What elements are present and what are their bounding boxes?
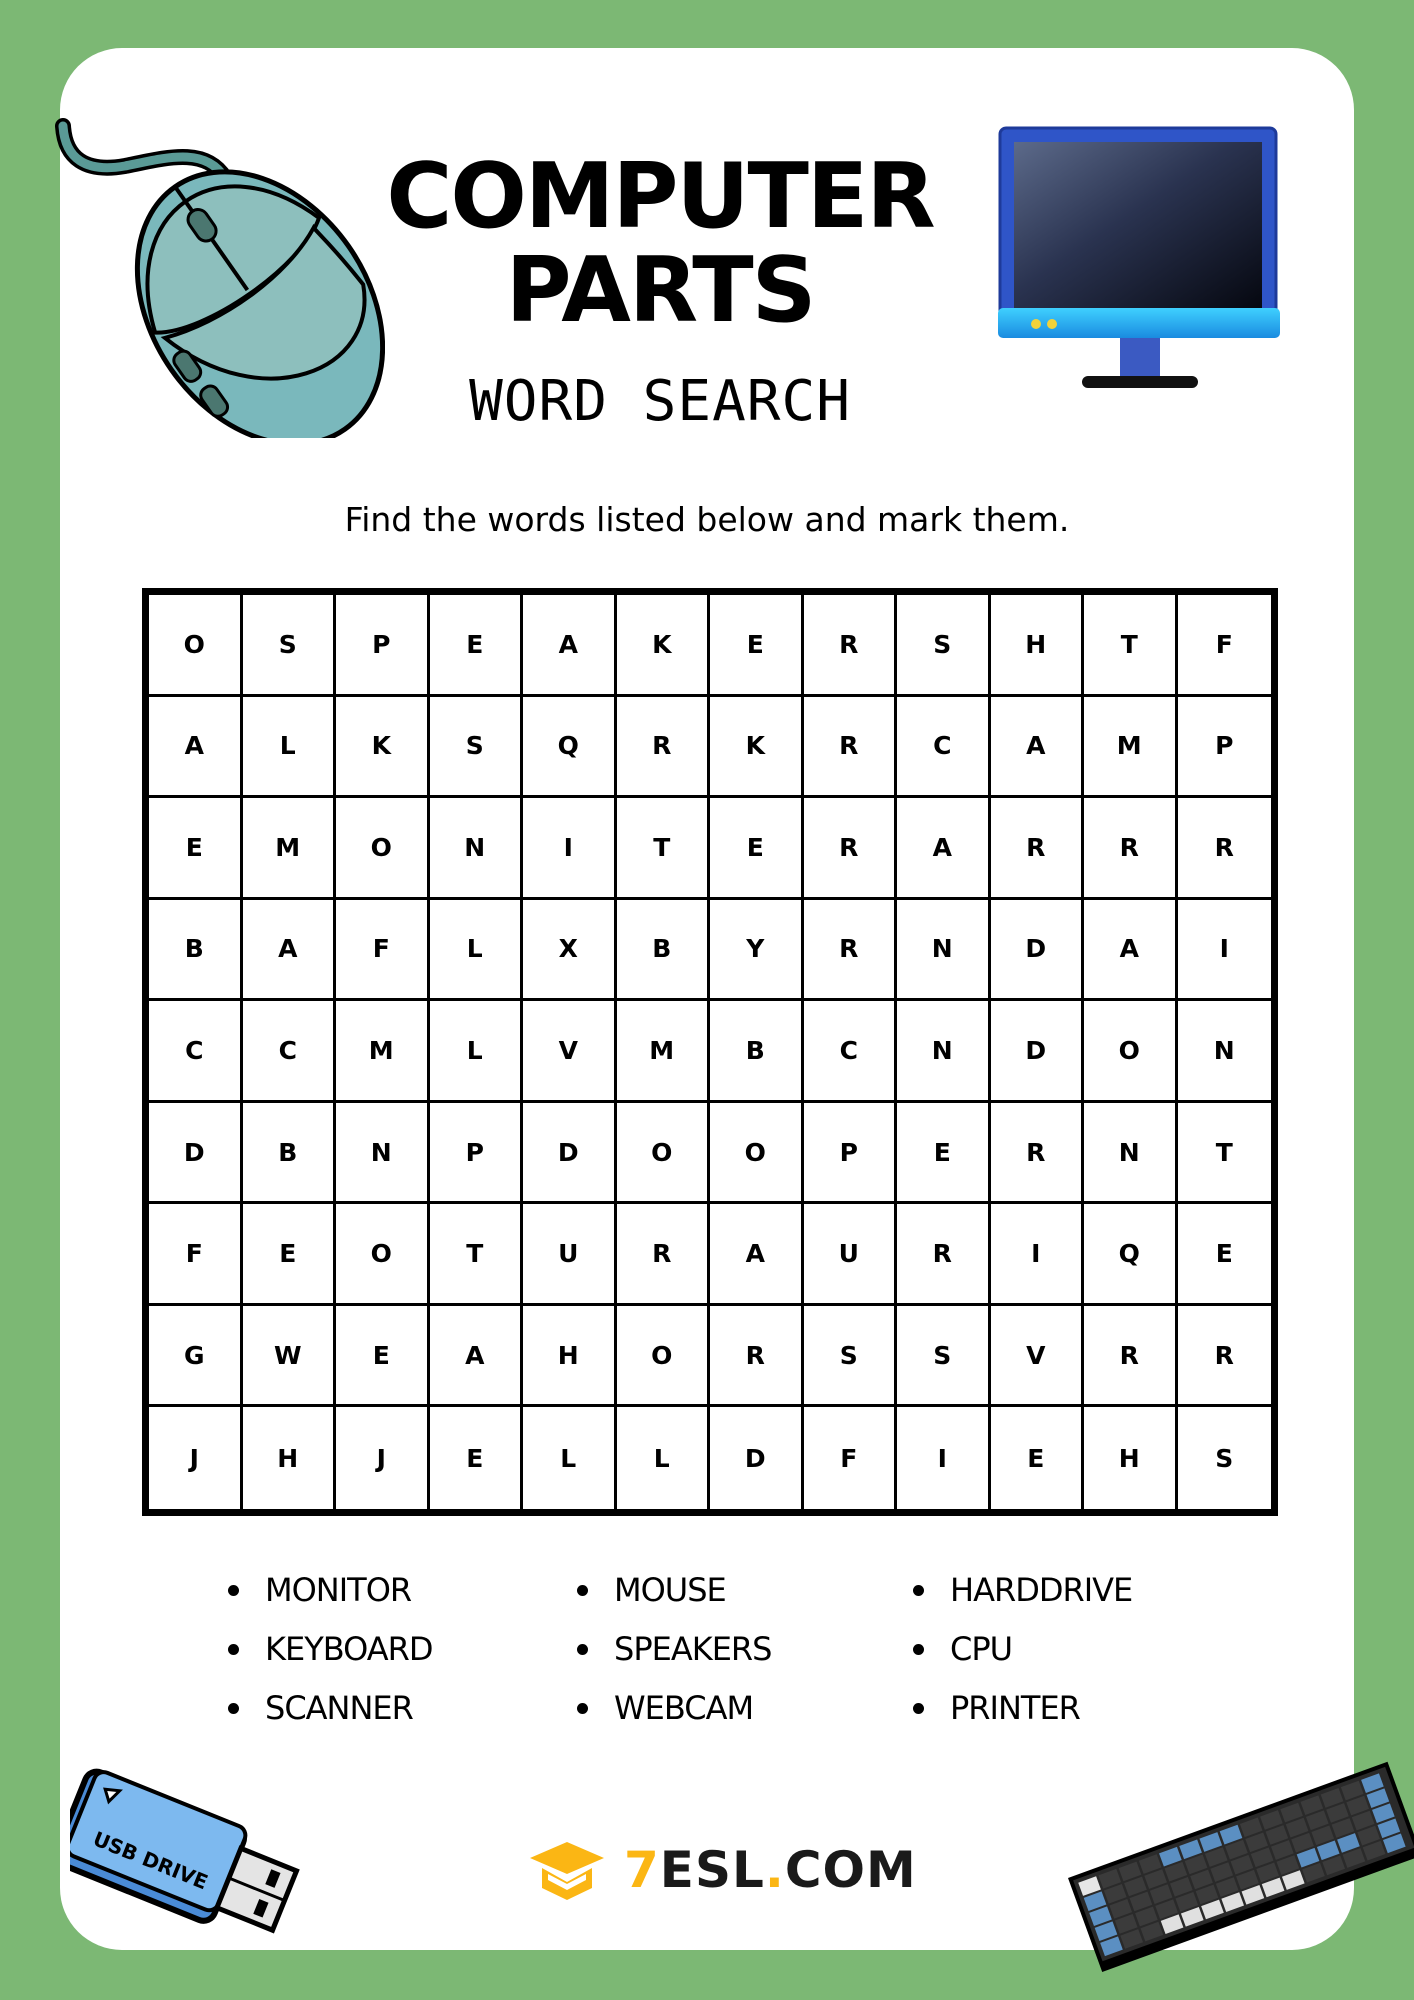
grid-cell[interactable]: T [1084,595,1178,697]
logo-text: 7ESL.COM [624,1841,917,1899]
title-line-2: PARTS [505,238,815,343]
grid-cell[interactable]: P [336,595,430,697]
grid-cell[interactable]: R [804,900,898,1002]
brand-logo[interactable] [528,1838,917,1902]
instructions-text: Find the words listed below and mark them. [344,500,1070,539]
grid-cell[interactable]: D [149,1103,243,1205]
bullet-icon [577,1644,588,1655]
grid-cell[interactable]: V [991,1306,1085,1408]
bullet-icon [913,1644,924,1655]
grid-cell[interactable]: E [897,1103,991,1205]
word-list-item [228,1627,577,1672]
grid-cell[interactable]: I [991,1204,1085,1306]
grid-cell[interactable]: R [1084,1306,1178,1408]
grid-cell[interactable]: D [710,1407,804,1509]
bullet-icon [913,1703,924,1714]
word-label: MONITOR [265,1571,412,1609]
word-label: WEBCAM [614,1689,754,1727]
grid-cell[interactable]: I [523,798,617,900]
grid-cell[interactable]: S [243,595,337,697]
grid-cell[interactable]: N [1084,1103,1178,1205]
word-list-item [228,1568,577,1613]
grid-cell[interactable]: A [1084,900,1178,1002]
grid-cell[interactable]: E [991,1407,1085,1509]
grid-cell[interactable]: T [617,798,711,900]
computer-monitor-icon [998,126,1280,396]
grid-cell[interactable]: M [617,1001,711,1103]
grid-cell[interactable]: U [804,1204,898,1306]
grid-cell[interactable]: K [710,697,804,799]
grid-cell[interactable]: B [243,1103,337,1205]
grid-cell[interactable]: H [243,1407,337,1509]
grid-cell[interactable]: D [991,1001,1085,1103]
grid-cell[interactable]: T [1178,1103,1272,1205]
grid-cell[interactable]: R [897,1204,991,1306]
grid-cell[interactable]: B [617,900,711,1002]
grid-cell[interactable]: F [1178,595,1272,697]
grid-cell[interactable]: P [1178,697,1272,799]
grid-cell[interactable]: F [336,900,430,1002]
computer-mouse-icon [55,118,385,438]
grid-cell[interactable]: G [149,1306,243,1408]
grid-cell[interactable]: A [991,697,1085,799]
grid-cell[interactable]: E [336,1306,430,1408]
grid-cell[interactable]: W [243,1306,337,1408]
grid-cell[interactable]: R [617,697,711,799]
word-list-item [913,1627,1188,1672]
grid-cell[interactable]: C [149,1001,243,1103]
grid-cell[interactable]: A [897,798,991,900]
grid-cell[interactable]: R [804,595,898,697]
word-label: MOUSE [614,1571,726,1609]
grid-cell[interactable]: O [710,1103,804,1205]
grid-cell[interactable]: E [243,1204,337,1306]
grid-cell[interactable]: R [617,1204,711,1306]
bullet-icon [913,1585,924,1596]
grid-cell[interactable]: R [804,697,898,799]
grid-cell[interactable]: O [336,1204,430,1306]
grid-cell[interactable]: R [1084,798,1178,900]
grid-cell[interactable]: L [430,900,524,1002]
grid-cell[interactable]: E [710,595,804,697]
word-search-grid [142,588,1278,1516]
bullet-icon [228,1644,239,1655]
grid-cell[interactable]: S [897,1306,991,1408]
grid-cell[interactable]: S [1215,1443,1234,1473]
grid-cell[interactable]: L [243,697,337,799]
grid-cell[interactable]: N [430,798,524,900]
grid-cell[interactable]: R [1178,1306,1272,1408]
grid-cell[interactable]: R [1178,798,1272,900]
grid-cell[interactable]: L [430,1001,524,1103]
grid-cell[interactable]: J [336,1407,430,1509]
grid-cell[interactable]: S [430,697,524,799]
grid-cell[interactable]: A [430,1306,524,1408]
grid-cell[interactable]: D [991,900,1085,1002]
grid-cell[interactable]: J [149,1407,243,1509]
word-list-item [577,1627,913,1672]
grid-cell[interactable]: R [710,1306,804,1408]
bullet-icon [228,1703,239,1714]
grid-cell[interactable]: E [430,1407,524,1509]
grid-cell[interactable]: O [336,798,430,900]
grid-cell[interactable]: E [1178,1204,1272,1306]
grid-cell[interactable]: K [617,595,711,697]
keyboard-icon [1060,1760,1414,2000]
word-label: KEYBOARD [265,1630,433,1668]
word-list-item [913,1568,1188,1613]
word-list-item [228,1686,577,1731]
grid-cell[interactable]: B [149,900,243,1002]
grid-cell[interactable]: S [897,595,991,697]
grid-cell[interactable]: T [430,1204,524,1306]
grid-cell[interactable]: E [430,595,524,697]
grid-cell[interactable]: P [804,1103,898,1205]
grid-cell[interactable]: A [149,697,243,799]
grid-cell[interactable]: F [149,1204,243,1306]
grid-cell[interactable]: H [1084,1407,1178,1509]
grid-cell[interactable]: M [243,798,337,900]
grid-cell[interactable]: H [991,595,1085,697]
word-label: SCANNER [265,1689,413,1727]
grid-cell[interactable]: O [617,1103,711,1205]
grid-cell[interactable]: E [710,798,804,900]
grid-cell[interactable]: O [1084,1001,1178,1103]
grid-cell[interactable]: C [804,1001,898,1103]
grid-cell[interactable]: N [897,1001,991,1103]
grid-cell[interactable]: K [336,697,430,799]
word-list-item [913,1686,1188,1731]
page-subtitle: WORD SEARCH [469,369,851,434]
grid-cell[interactable]: L [523,1407,617,1509]
grid-cell[interactable]: A [243,900,337,1002]
grid-cell[interactable]: M [336,1001,430,1103]
grid-cell[interactable]: H [523,1306,617,1408]
grid-cell[interactable]: A [710,1204,804,1306]
grid-cell[interactable]: C [897,697,991,799]
grid-cell[interactable]: A [523,595,617,697]
grid-cell[interactable]: S [804,1306,898,1408]
usb-drive-label: USB DRIVE [89,1826,212,1895]
word-list-item [577,1568,913,1613]
graduation-cap-icon [528,1838,606,1902]
grid-cell[interactable]: C [243,1001,337,1103]
grid-cell[interactable]: I [897,1407,991,1509]
page-title [380,144,940,343]
grid-cell[interactable]: P [430,1103,524,1205]
grid-cell[interactable]: R [991,1103,1085,1205]
grid-cell[interactable]: I [1178,900,1272,1002]
word-label: HARDDRIVE [950,1571,1133,1609]
grid-cell[interactable]: Q [523,697,617,799]
word-label: SPEAKERS [614,1630,772,1668]
grid-cell[interactable]: X [523,900,617,1002]
usb-drive-icon [70,1758,330,1958]
word-label: CPU [950,1630,1013,1668]
bullet-icon [577,1585,588,1596]
grid-cell[interactable]: F [804,1407,898,1509]
grid-cell[interactable]: O [617,1306,711,1408]
word-list [228,1568,1188,1731]
title-line-1: COMPUTER [386,144,934,249]
grid-cell[interactable]: O [149,595,243,697]
word-list-item [577,1686,913,1731]
grid-cell[interactable]: D [523,1103,617,1205]
grid-cell[interactable]: R [804,798,898,900]
grid-cell[interactable]: N [1178,1001,1272,1103]
grid-cell[interactable]: R [991,798,1085,900]
grid-cell[interactable]: N [897,900,991,1002]
grid-cell[interactable]: L [617,1407,711,1509]
grid-cell[interactable]: E [149,798,243,900]
grid-cell[interactable]: V [523,1001,617,1103]
grid-cell[interactable]: Y [710,900,804,1002]
bullet-icon [577,1703,588,1714]
bullet-icon [228,1585,239,1596]
grid-cell[interactable]: Q [1084,1204,1178,1306]
grid-cell[interactable]: N [336,1103,430,1205]
grid-cell[interactable]: B [710,1001,804,1103]
grid-cell[interactable]: M [1084,697,1178,799]
grid-cell[interactable]: U [523,1204,617,1306]
word-label: PRINTER [950,1689,1080,1727]
